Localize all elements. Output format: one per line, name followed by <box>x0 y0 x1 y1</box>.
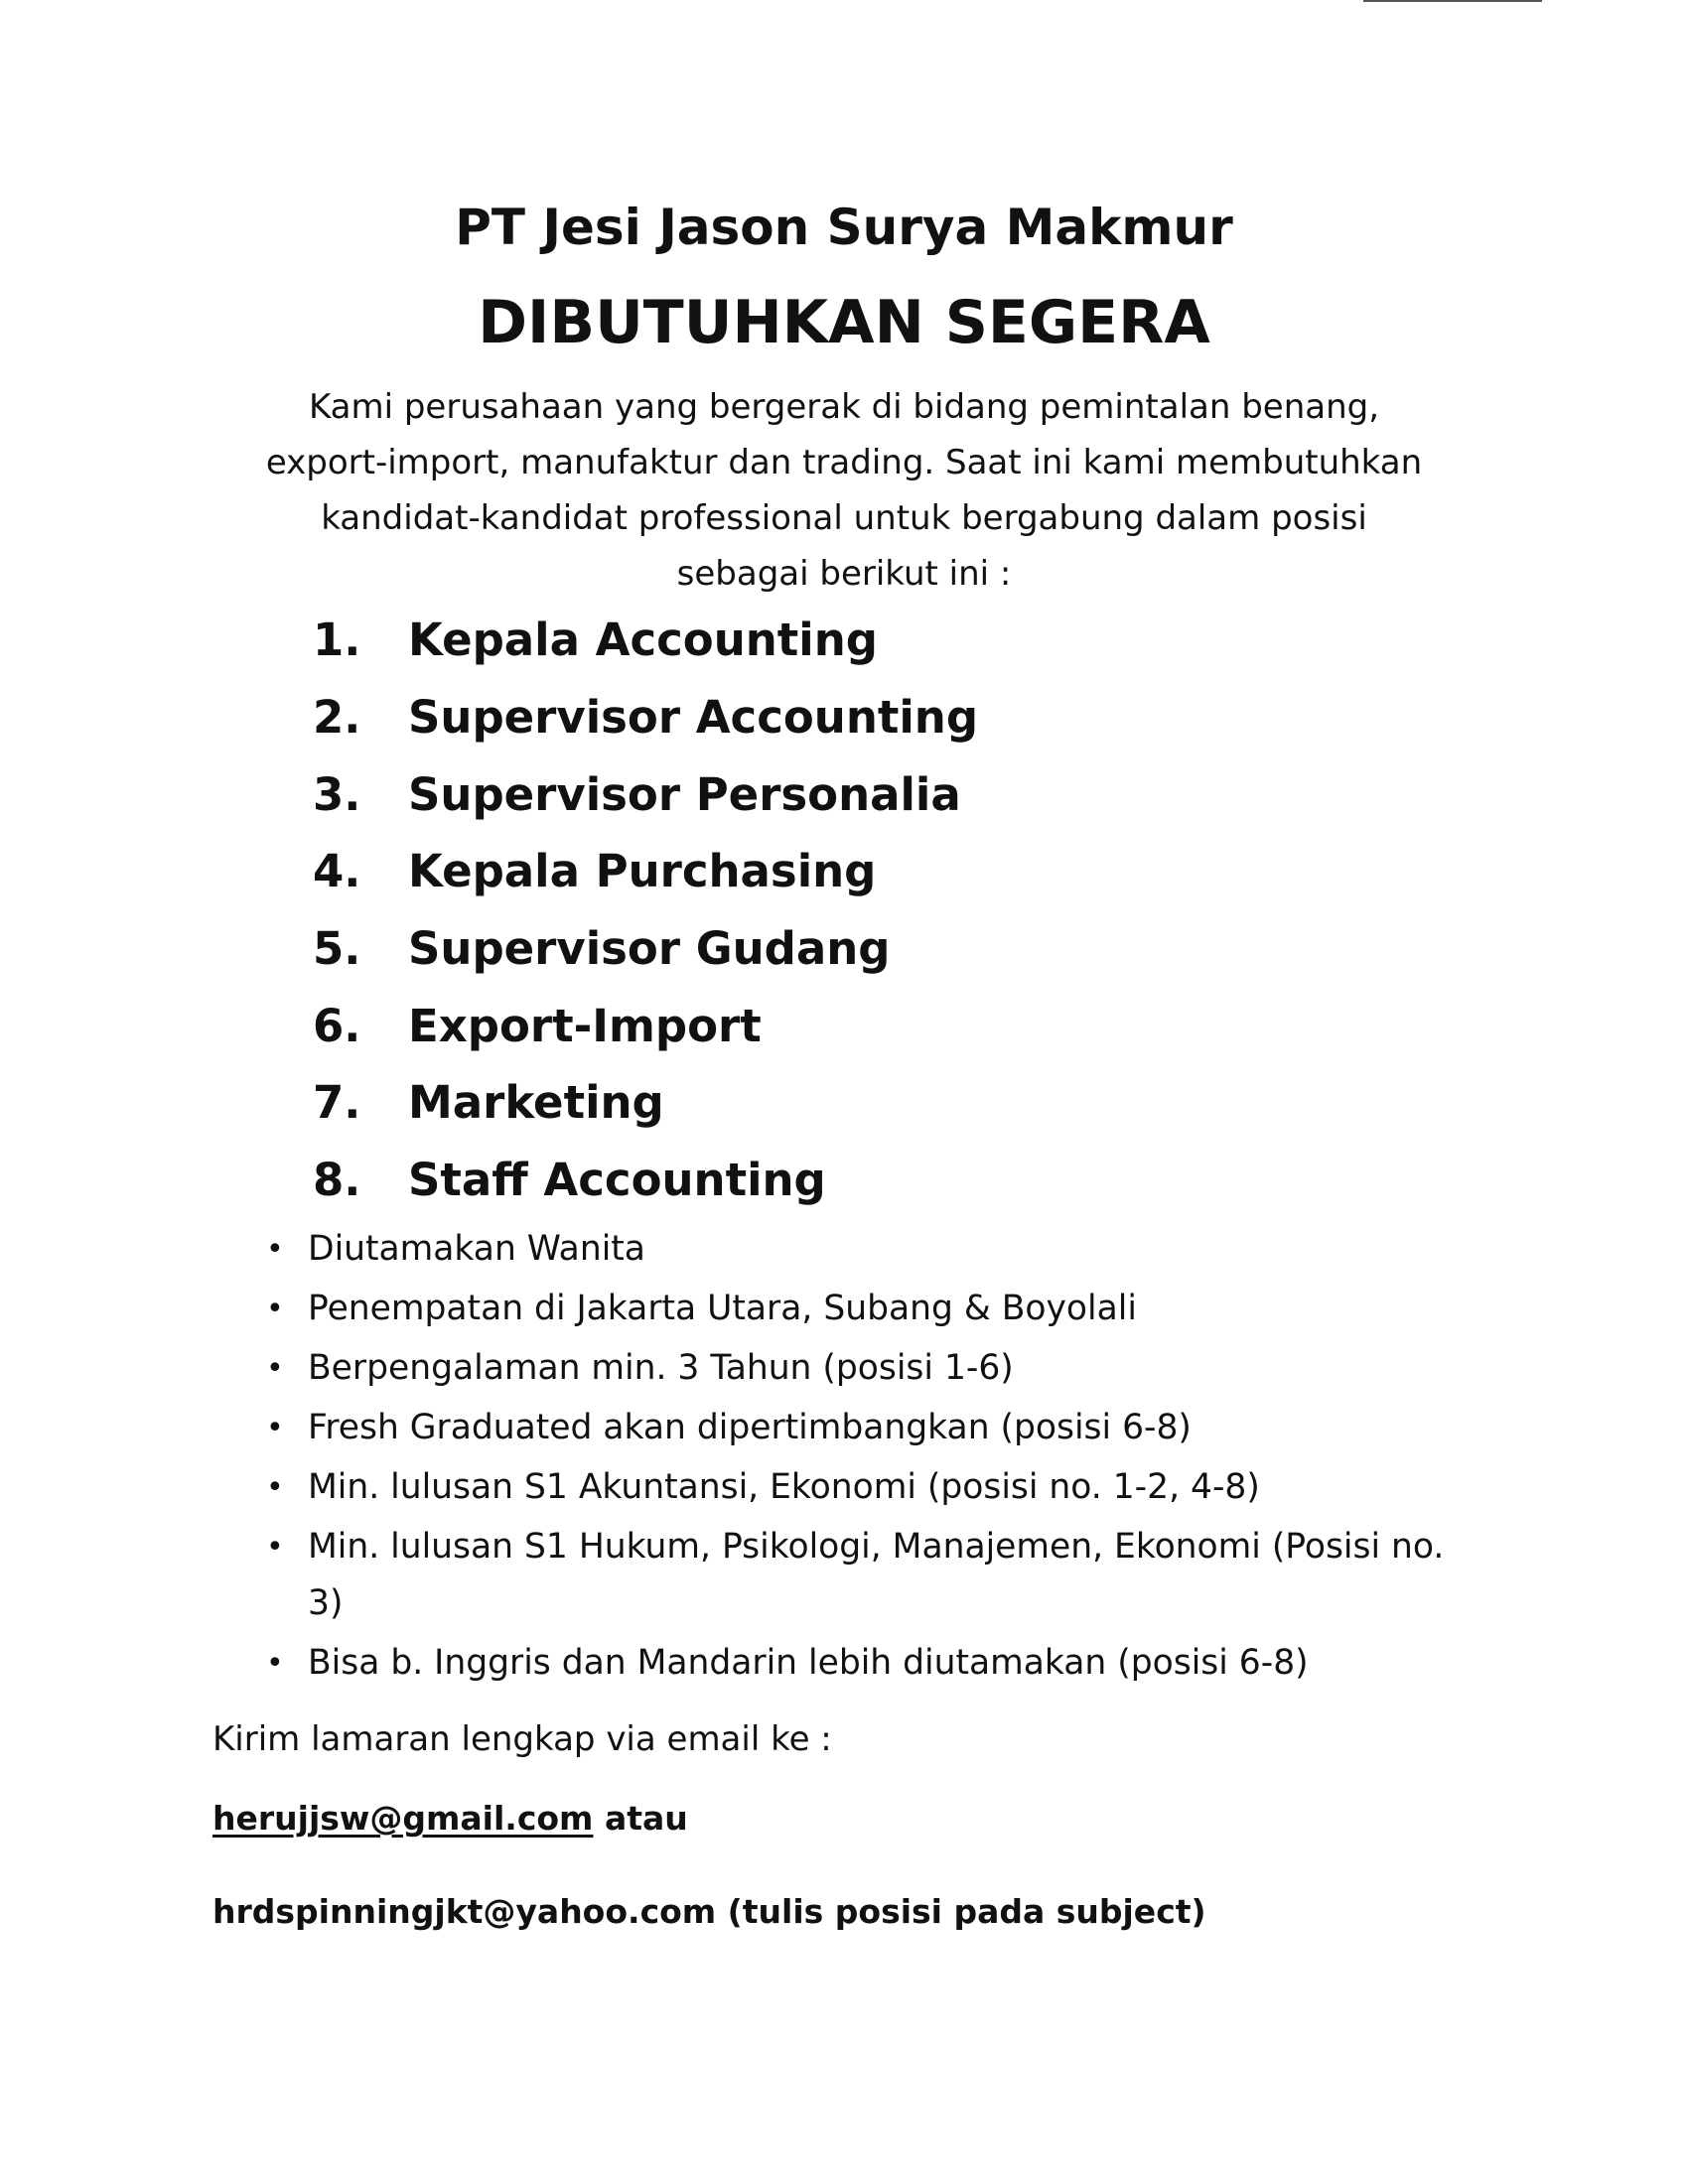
positions-list <box>313 602 978 1219</box>
bullet-icon: • <box>266 1470 284 1505</box>
bullet-icon: • <box>266 1232 284 1267</box>
email-line-1 <box>212 1799 688 1838</box>
position-item <box>313 679 978 756</box>
position-number: 1. <box>313 614 361 667</box>
requirements-list <box>266 1221 1487 1692</box>
contact-instruction: Kirim lamaran lengkap via email ke : <box>212 1719 832 1759</box>
email-connector: atau <box>593 1799 688 1838</box>
intro-line: kandidat-kandidat professional untuk bergabung dalam posisi <box>321 498 1367 538</box>
requirement-item <box>266 1281 1487 1337</box>
position-item <box>313 910 978 988</box>
bullet-icon: • <box>266 1530 284 1565</box>
position-title: Kepala Purchasing <box>408 845 877 898</box>
requirement-item <box>266 1519 1487 1632</box>
bullet-icon: • <box>266 1292 284 1326</box>
intro-line: export-import, manufaktur dan trading. Saat ini kami membutuhkan <box>265 443 1423 482</box>
intro-line: sebagai berikut ini : <box>676 554 1012 594</box>
position-item <box>313 602 978 679</box>
requirement-item <box>266 1400 1487 1456</box>
requirement-text: Min. lulusan S1 Akuntansi, Ekonomi (posisi no. 1-2, 4-8) <box>308 1467 1260 1507</box>
requirement-item <box>266 1221 1487 1278</box>
bullet-icon: • <box>266 1411 284 1445</box>
email-line-2 <box>212 1892 1206 1931</box>
email-link-gmail[interactable]: herujjsw@gmail.com <box>212 1799 594 1838</box>
requirement-item <box>266 1459 1487 1516</box>
position-item <box>313 987 978 1064</box>
position-number: 6. <box>313 999 361 1052</box>
requirement-item <box>266 1635 1487 1692</box>
position-title: Supervisor Personalia <box>408 767 961 821</box>
position-title: Export-Import <box>408 999 762 1052</box>
position-item <box>313 833 978 910</box>
position-title: Marketing <box>408 1076 664 1130</box>
requirement-item <box>266 1340 1487 1397</box>
position-title: Supervisor Accounting <box>408 691 979 745</box>
requirement-text: Penempatan di Jakarta Utara, Subang & Boyolali <box>308 1289 1137 1328</box>
position-number: 2. <box>313 691 361 745</box>
requirement-text: Bisa b. Inggris dan Mandarin lebih diutamakan (posisi 6-8) <box>308 1643 1309 1683</box>
position-number: 7. <box>313 1076 361 1130</box>
position-number: 4. <box>313 845 361 898</box>
bullet-icon: • <box>266 1351 284 1386</box>
position-item <box>313 1142 978 1219</box>
position-number: 5. <box>313 922 361 976</box>
email-note: (tulis posisi pada subject) <box>716 1892 1206 1931</box>
intro-line: Kami perusahaan yang bergerak di bidang pemintalan benang, <box>308 387 1380 427</box>
headline: DIBUTUHKAN SEGERA <box>478 288 1210 357</box>
position-title: Supervisor Gudang <box>408 922 891 976</box>
requirement-text: Min. lulusan S1 Hukum, Psikologi, Manajemen, Ekonomi (Posisi no. 3) <box>308 1527 1445 1623</box>
position-number: 8. <box>313 1154 361 1207</box>
position-title: Staff Accounting <box>408 1154 826 1207</box>
company-name: PT Jesi Jason Surya Makmur <box>455 199 1233 256</box>
position-number: 3. <box>313 767 361 821</box>
bullet-icon: • <box>266 1646 284 1681</box>
position-item <box>313 1064 978 1142</box>
scan-edge-line <box>1363 0 1542 2</box>
position-title: Kepala Accounting <box>408 614 878 667</box>
requirement-text: Diutamakan Wanita <box>308 1229 645 1269</box>
requirement-text: Berpengalaman min. 3 Tahun (posisi 1-6) <box>308 1348 1014 1388</box>
email-link-yahoo[interactable]: hrdspinningjkt@yahoo.com <box>212 1892 717 1931</box>
intro-paragraph <box>0 379 1688 602</box>
position-item <box>313 755 978 833</box>
requirement-text: Fresh Graduated akan dipertimbangkan (posisi 6-8) <box>308 1408 1192 1447</box>
